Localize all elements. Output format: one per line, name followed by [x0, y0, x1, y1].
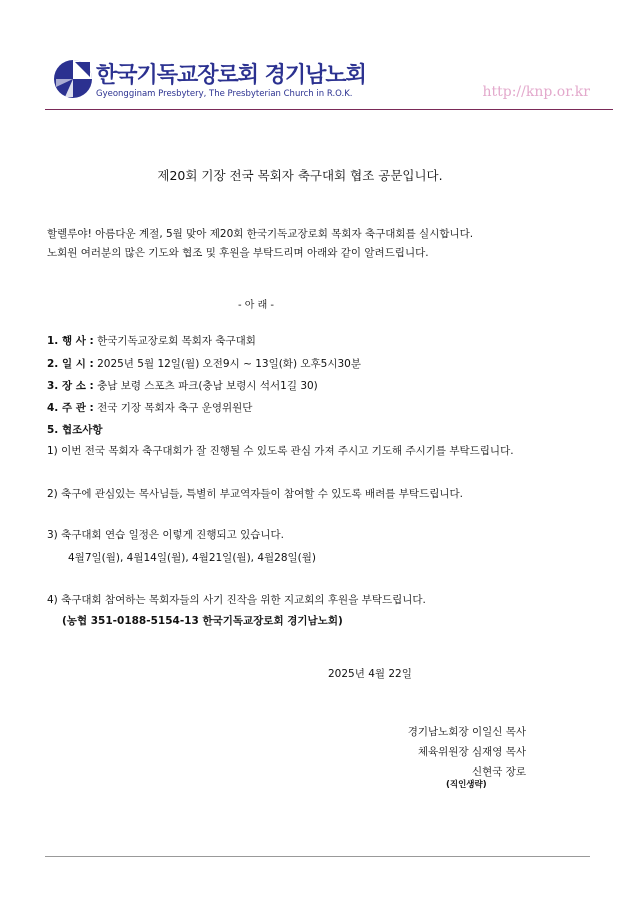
request-4: 4) 축구대회 참여하는 목회자들의 사기 진작을 위한 지교회의 후원을 부탁드립니다.: [47, 594, 426, 606]
practice-dates: 4월7일(월), 4월14일(월), 4월21일(월), 4월28일(월): [68, 552, 316, 564]
organization-subtitle: Gyeongginam Presbytery, The Presbyterian Church in R.O.K.: [96, 89, 353, 99]
item-datetime: [47, 356, 361, 371]
item-value: 한국기독교장로회 목회자 축구대회: [93, 335, 256, 347]
request-2: 2) 축구에 관심있는 목사님들, 특별히 부교역자들이 참여할 수 있도록 배려를 부탁드립니다.: [47, 488, 463, 500]
document-title: 제20회 기장 전국 목회자 축구대회 협조 공문입니다.: [157, 168, 443, 183]
request-1: 1) 이번 전국 목회자 축구대회가 잘 진행될 수 있도록 관심 가져 주시고 기도해 주시기를 부탁드립니다.: [47, 445, 514, 457]
item-label: 1. 행 사 :: [47, 335, 94, 347]
item-event: [47, 333, 256, 348]
organization-name: 한국기독교장로회 경기남노회: [96, 63, 366, 88]
signature-president: 경기남노회장 이일신 목사: [407, 726, 526, 738]
item-label: 2. 일 시 :: [47, 358, 94, 370]
item-label: 4. 주 관 :: [47, 402, 94, 414]
signature-elder: 신현국 장로: [471, 766, 526, 778]
request-3: 3) 축구대회 연습 일정은 이렇게 진행되고 있습니다.: [47, 529, 284, 541]
item-label: 3. 장 소 :: [47, 380, 94, 392]
item-organizer: [47, 400, 252, 415]
footer-divider: [45, 856, 590, 857]
organization-url[interactable]: http://knp.or.kr: [482, 84, 590, 100]
presbytery-logo-icon: [53, 59, 93, 99]
item-location: [47, 378, 318, 393]
item-value: 2025년 5월 12일(월) 오전9시 ~ 13일(화) 오후5시30분: [93, 358, 362, 370]
item-label: 5. 협조사항: [47, 424, 103, 436]
document-date: 2025년 4월 22일: [328, 668, 412, 680]
seal-omitted-note: (직인생략): [446, 780, 487, 790]
bank-account: (농협 351-0188-5154-13 한국기독교장로회 경기남노회): [62, 615, 343, 627]
section-heading: - 아 래 -: [237, 300, 275, 311]
intro-line-1: 할렐루야! 아름다운 계절, 5월 맞아 제20회 한국기독교장로회 목회자 축구대회를 실시합니다.: [47, 228, 474, 240]
signature-sports-chair: 체육위원장 심재영 목사: [417, 746, 526, 758]
item-cooperation: [47, 422, 103, 437]
intro-line-2: 노회원 여러분의 많은 기도와 협조 및 후원을 부탁드리며 아래와 같이 알려드립니다.: [47, 247, 429, 259]
item-value: 충남 보령 스포츠 파크(충남 보령시 석서1길 30): [93, 380, 318, 392]
item-value: 전국 기장 목회자 축구 운영위원단: [93, 402, 253, 414]
header-divider: [45, 109, 613, 110]
